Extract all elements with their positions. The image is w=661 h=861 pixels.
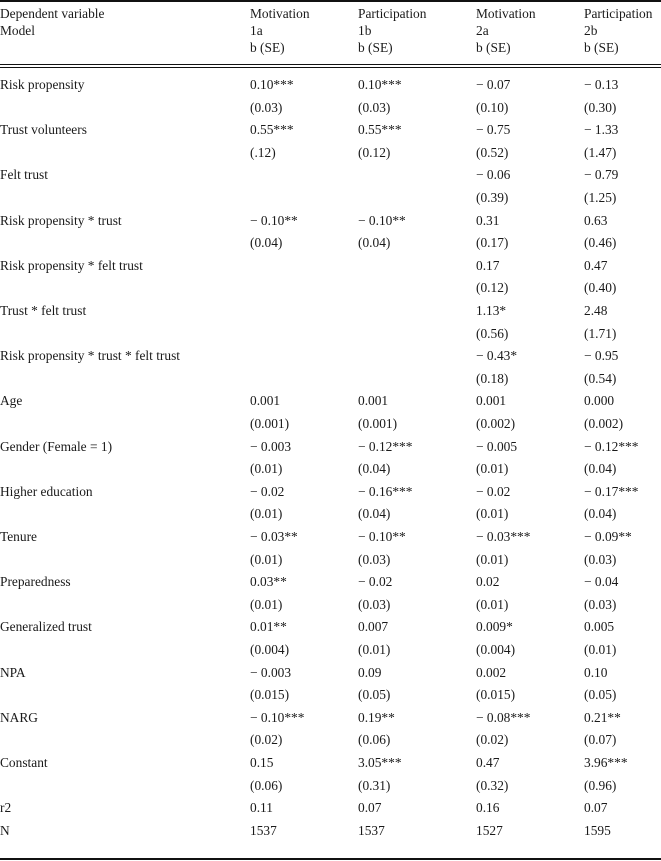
table-row-standard-error bbox=[0, 459, 661, 479]
row-label: Gender (Female = 1) bbox=[0, 438, 113, 454]
cell-value: (0.01) bbox=[250, 461, 283, 477]
cell-value: 0.01** bbox=[250, 619, 287, 635]
cell-value: − 0.43* bbox=[476, 348, 518, 364]
cell-value: 0.001 bbox=[358, 393, 389, 409]
table-row-coefficient bbox=[0, 572, 661, 592]
cell-value: − 0.95 bbox=[584, 348, 619, 364]
table-row-statistic bbox=[0, 798, 661, 818]
table-bottom-rule bbox=[0, 858, 661, 860]
cell-value: 3.05*** bbox=[358, 755, 402, 770]
table-row-standard-error bbox=[0, 730, 661, 750]
header-row-dependent-variable bbox=[0, 5, 661, 22]
header-rule bbox=[0, 64, 661, 65]
cell-value: (0.07) bbox=[584, 732, 617, 748]
table-row-standard-error bbox=[0, 595, 661, 615]
row-label: Risk propensity bbox=[0, 77, 85, 92]
cell-value: 0.15 bbox=[250, 755, 274, 770]
cell-value: − 0.09** bbox=[584, 529, 632, 544]
row-label: Felt trust bbox=[0, 167, 48, 183]
table-row-standard-error bbox=[0, 640, 661, 660]
table-top-rule bbox=[0, 0, 661, 2]
cell-value: (0.001) bbox=[358, 416, 398, 431]
cell-value: 0.09 bbox=[358, 664, 382, 680]
cell-value: (0.30) bbox=[584, 99, 617, 115]
cell-value: 0.001 bbox=[250, 393, 281, 409]
header-cell: b (SE) bbox=[476, 40, 511, 55]
row-label: NARG bbox=[0, 709, 38, 725]
cell-value: 0.31 bbox=[476, 212, 500, 228]
cell-value: 3.96*** bbox=[584, 755, 628, 770]
table-row-standard-error bbox=[0, 324, 661, 344]
cell-value: − 0.02 bbox=[250, 483, 285, 499]
table-row-standard-error bbox=[0, 233, 661, 253]
cell-value: (0.05) bbox=[358, 687, 391, 703]
header-cell: 2a bbox=[476, 23, 489, 38]
cell-value: 1.13* bbox=[476, 303, 507, 318]
table-row-coefficient bbox=[0, 256, 661, 276]
cell-value: (0.001) bbox=[250, 416, 290, 431]
header-cell: b (SE) bbox=[358, 40, 393, 55]
cell-value: 0.005 bbox=[584, 619, 615, 635]
cell-value: 0.10*** bbox=[358, 77, 402, 92]
cell-value: (0.01) bbox=[250, 596, 283, 612]
header-cell: 1a bbox=[250, 23, 263, 38]
cell-value: − 0.17*** bbox=[584, 483, 639, 499]
cell-value: (0.02) bbox=[476, 732, 509, 748]
table-row-standard-error bbox=[0, 550, 661, 570]
cell-value: 0.55*** bbox=[358, 122, 402, 138]
cell-value: (0.02) bbox=[250, 732, 283, 748]
cell-value: − 0.02 bbox=[476, 483, 511, 499]
cell-value: 0.47 bbox=[476, 755, 500, 770]
header-cell: b (SE) bbox=[250, 40, 285, 55]
cell-value: − 0.12*** bbox=[358, 438, 413, 454]
cell-value: − 0.75 bbox=[476, 122, 511, 138]
row-label: Generalized trust bbox=[0, 619, 92, 635]
cell-value: (0.01) bbox=[476, 551, 509, 567]
cell-value: − 0.03** bbox=[250, 529, 298, 544]
cell-value: (0.52) bbox=[476, 144, 509, 160]
cell-value: (0.54) bbox=[584, 370, 617, 386]
cell-value: 0.000 bbox=[584, 393, 615, 409]
cell-value: (0.01) bbox=[250, 551, 283, 567]
cell-value: (0.01) bbox=[358, 642, 391, 657]
cell-value: (0.03) bbox=[358, 551, 391, 567]
cell-value: − 0.79 bbox=[584, 167, 619, 183]
row-label: Age bbox=[0, 393, 23, 409]
table-row-coefficient bbox=[0, 391, 661, 411]
table-row-standard-error bbox=[0, 188, 661, 208]
cell-value: (0.56) bbox=[476, 325, 509, 341]
cell-value: (0.06) bbox=[250, 777, 283, 793]
cell-value: − 0.10** bbox=[250, 212, 298, 228]
cell-value: (0.10) bbox=[476, 99, 509, 115]
cell-value: 0.10 bbox=[584, 664, 608, 680]
header-cell: Participation bbox=[584, 6, 653, 21]
cell-value: − 0.06 bbox=[476, 167, 511, 183]
cell-value: (0.32) bbox=[476, 777, 509, 793]
header-cell: Motivation bbox=[250, 6, 310, 21]
cell-value: (0.04) bbox=[250, 235, 283, 251]
cell-value: (0.17) bbox=[476, 235, 509, 251]
table-row-coefficient bbox=[0, 437, 661, 457]
table-row-standard-error bbox=[0, 776, 661, 796]
cell-value: − 0.12*** bbox=[584, 438, 639, 454]
table-row-standard-error bbox=[0, 369, 661, 389]
header-cell: 1b bbox=[358, 23, 372, 38]
cell-value: 0.02 bbox=[476, 574, 500, 590]
cell-value: 2.48 bbox=[584, 303, 608, 318]
cell-value: (0.03) bbox=[584, 596, 617, 612]
table-row-coefficient bbox=[0, 617, 661, 637]
cell-value: 0.002 bbox=[476, 664, 507, 680]
cell-value: 1527 bbox=[476, 822, 503, 838]
cell-value: (0.03) bbox=[358, 596, 391, 612]
header-cell: 2b bbox=[584, 23, 598, 38]
cell-value: (0.01) bbox=[476, 461, 509, 477]
header-cell: Motivation bbox=[476, 6, 536, 21]
cell-value: (0.03) bbox=[358, 99, 391, 115]
cell-value: (0.46) bbox=[584, 235, 617, 251]
cell-value: (0.01) bbox=[476, 596, 509, 612]
table-row-coefficient bbox=[0, 527, 661, 547]
cell-value: (0.06) bbox=[358, 732, 391, 748]
cell-value: (0.31) bbox=[358, 777, 391, 793]
table-row-standard-error bbox=[0, 143, 661, 163]
cell-value: 0.10*** bbox=[250, 77, 294, 92]
cell-value: − 0.003 bbox=[250, 664, 292, 680]
table-row-coefficient bbox=[0, 346, 661, 366]
cell-value: (0.04) bbox=[584, 506, 617, 522]
table-row-standard-error bbox=[0, 414, 661, 434]
table-row-coefficient bbox=[0, 708, 661, 728]
row-label: N bbox=[0, 822, 10, 838]
table-row-coefficient bbox=[0, 753, 661, 773]
cell-value: (0.01) bbox=[584, 642, 617, 657]
cell-value: (0.12) bbox=[358, 144, 391, 160]
cell-value: (0.12) bbox=[476, 280, 509, 296]
cell-value: 0.07 bbox=[584, 800, 608, 816]
cell-value: 0.21** bbox=[584, 709, 621, 725]
row-label: Trust volunteers bbox=[0, 122, 87, 138]
cell-value: 0.63 bbox=[584, 212, 608, 228]
row-label: Preparedness bbox=[0, 574, 71, 590]
cell-value: (0.05) bbox=[584, 687, 617, 703]
table-row-coefficient bbox=[0, 663, 661, 683]
cell-value: (0.015) bbox=[476, 687, 516, 703]
row-label: Tenure bbox=[0, 529, 37, 544]
cell-value: − 0.08*** bbox=[476, 709, 531, 725]
header-row-model bbox=[0, 22, 661, 39]
row-label: Risk propensity * felt trust bbox=[0, 257, 143, 273]
cell-value: 0.07 bbox=[358, 800, 382, 816]
cell-value: (0.004) bbox=[250, 642, 290, 657]
table-row-coefficient bbox=[0, 165, 661, 185]
cell-value: − 0.10** bbox=[358, 529, 406, 544]
table-row-coefficient bbox=[0, 120, 661, 140]
table-row-standard-error bbox=[0, 278, 661, 298]
row-label: Constant bbox=[0, 755, 48, 770]
table-row-standard-error bbox=[0, 504, 661, 524]
cell-value: 0.17 bbox=[476, 257, 500, 273]
cell-value: − 0.16*** bbox=[358, 483, 413, 499]
cell-value: − 0.03*** bbox=[476, 529, 531, 544]
cell-value: − 0.10** bbox=[358, 212, 406, 228]
cell-value: 0.16 bbox=[476, 800, 500, 816]
cell-value: (0.40) bbox=[584, 280, 617, 296]
cell-value: (0.01) bbox=[476, 506, 509, 522]
cell-value: (0.01) bbox=[250, 506, 283, 522]
cell-value: 0.11 bbox=[250, 800, 273, 816]
cell-value: − 1.33 bbox=[584, 122, 619, 138]
cell-value: 0.19** bbox=[358, 709, 395, 725]
row-label: Risk propensity * trust bbox=[0, 212, 122, 228]
header-cell: b (SE) bbox=[584, 40, 619, 55]
row-label: r2 bbox=[0, 800, 12, 816]
cell-value: (0.04) bbox=[358, 235, 391, 251]
cell-value: (0.015) bbox=[250, 687, 290, 703]
cell-value: 1595 bbox=[584, 822, 611, 838]
cell-value: (0.002) bbox=[584, 416, 624, 431]
cell-value: 0.001 bbox=[476, 393, 507, 409]
cell-value: (1.47) bbox=[584, 144, 617, 160]
cell-value: − 0.07 bbox=[476, 77, 511, 92]
cell-value: 0.009* bbox=[476, 619, 513, 635]
header-row-statistic bbox=[0, 39, 661, 56]
table-row-coefficient bbox=[0, 75, 661, 95]
cell-value: (0.002) bbox=[476, 416, 516, 431]
cell-value: (0.18) bbox=[476, 370, 509, 386]
row-label: NPA bbox=[0, 664, 26, 680]
cell-value: − 0.13 bbox=[584, 77, 619, 92]
row-label: Risk propensity * trust * felt trust bbox=[0, 348, 181, 364]
header-cell: Dependent variable bbox=[0, 6, 105, 21]
cell-value: (0.96) bbox=[584, 777, 617, 793]
cell-value: − 0.003 bbox=[250, 438, 292, 454]
header-cell: Participation bbox=[358, 6, 427, 21]
table-row-coefficient bbox=[0, 301, 661, 321]
row-label: Higher education bbox=[0, 483, 93, 499]
cell-value: − 0.10*** bbox=[250, 709, 305, 725]
header-rule bbox=[0, 67, 661, 68]
table-row-standard-error bbox=[0, 685, 661, 705]
cell-value: 1537 bbox=[250, 822, 277, 838]
cell-value: 0.007 bbox=[358, 619, 389, 635]
cell-value: − 0.005 bbox=[476, 438, 518, 454]
cell-value: 1537 bbox=[358, 822, 385, 838]
table-row-statistic bbox=[0, 821, 661, 841]
table-row-coefficient bbox=[0, 482, 661, 502]
cell-value: (0.004) bbox=[476, 642, 516, 657]
cell-value: (0.04) bbox=[584, 461, 617, 477]
row-label: Trust * felt trust bbox=[0, 303, 87, 318]
cell-value: (0.39) bbox=[476, 190, 509, 205]
table-row-standard-error bbox=[0, 98, 661, 118]
cell-value: (1.71) bbox=[584, 325, 617, 341]
cell-value: (0.04) bbox=[358, 506, 391, 522]
cell-value: (0.04) bbox=[358, 461, 391, 477]
table-row-coefficient bbox=[0, 211, 661, 231]
cell-value: (0.03) bbox=[584, 551, 617, 567]
cell-value: (.12) bbox=[250, 144, 276, 160]
cell-value: − 0.02 bbox=[358, 574, 393, 590]
cell-value: 0.55*** bbox=[250, 122, 294, 138]
cell-value: − 0.04 bbox=[584, 574, 619, 590]
cell-value: (1.25) bbox=[584, 190, 617, 205]
cell-value: 0.03** bbox=[250, 574, 287, 590]
header-cell: Model bbox=[0, 23, 35, 38]
cell-value: (0.03) bbox=[250, 99, 283, 115]
cell-value: 0.47 bbox=[584, 257, 608, 273]
